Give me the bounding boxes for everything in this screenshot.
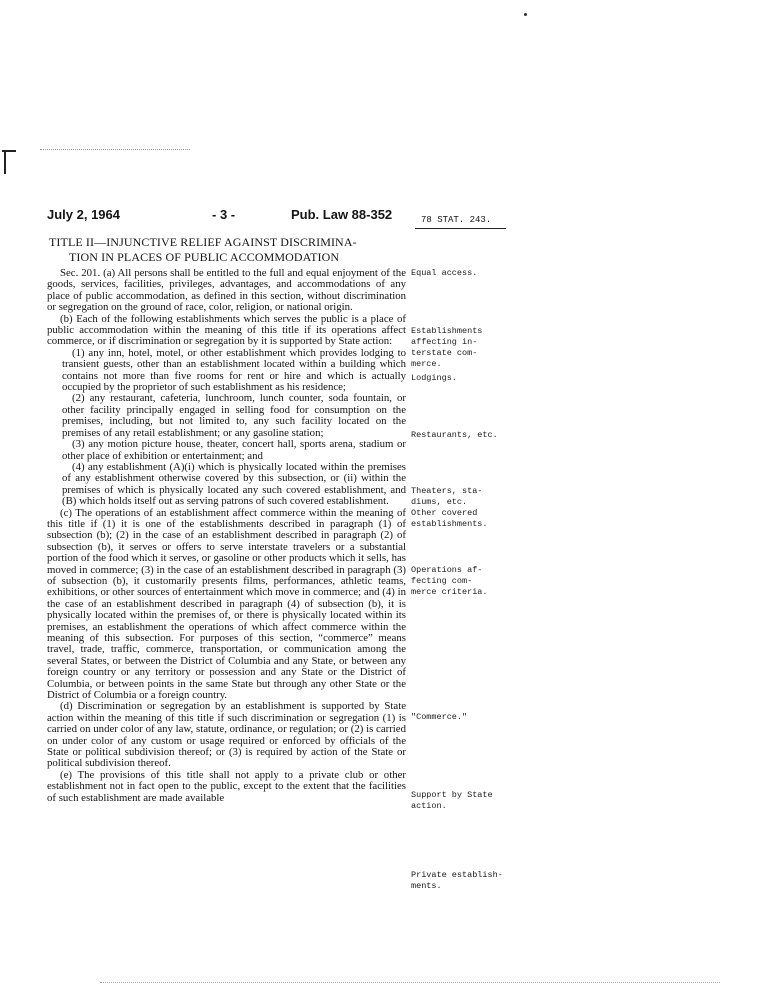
margin-note-other-covered: Other covered establishments. [411, 508, 488, 529]
header-rule [415, 228, 506, 229]
scan-speck [524, 13, 527, 16]
title-heading [49, 235, 469, 265]
header-page-number: - 3 - [212, 207, 236, 222]
margin-note-commerce: "Commerce." [411, 712, 468, 722]
scan-dotted-line-top [40, 149, 190, 150]
section-201-b-3: (3) any motion picture house, theater, concert hall, sports arena, stadium or other place of exhibition or entertainment; and [62, 438, 406, 462]
margin-note-lodgings: Lodgings. [411, 373, 457, 383]
section-201-c: (c) The operations of an establishment affect commerce within the meaning of this title if (1) it is one of the establishments described in paragraph (1) of subsection (b); (2) in the case of an establishment described in paragraph (2) of subsection (b), it serves or offers to serve interstate travelers or a substantial portion of the food which it serves, or gasoline or other products which it sells, has moved in commerce; (3) in the case of an establishment described in paragraph (3) of subsection (b), it customarily presents films, performances, athletic teams, exhibitions, or other sources of entertainment which move in commerce; and (4) in the case of an establishment described in paragraph (4) of subsection (b), it is physically located within the premises of, or there is physically located within its premises, an establishment the operations of which affect commerce within the meaning of this subsection. For purposes of this section, “commerce” means travel, trade, traffic, commerce, transportation, or communication among the several States, or between the District of Columbia and any State, or between any foreign country or any territory or possession and any State or the District of Columbia, or between points in the same State but through any other State or the District of Columbia or a foreign country. [47, 506, 406, 702]
header-public-law: Pub. Law 88-352 [291, 207, 393, 222]
margin-note-restaurants: Restaurants, etc. [411, 430, 498, 440]
section-201-b-2: (2) any restaurant, cafeteria, lunchroom, lunch counter, soda fountain, or other facility principally engaged in selling food for consumption on the premises, including, but not limited to, any such facility located on the premises of any retail establishment; or any gasoline station; [62, 392, 406, 439]
margin-note-establishments: Establishments affecting in- terstate com- merce. [411, 326, 483, 369]
margin-note-operations: Operations af- fecting com- merce criteria. [411, 565, 488, 597]
scan-dotted-line-bottom [100, 982, 720, 983]
margin-note-theaters: Theaters, sta- diums, etc. [411, 486, 483, 507]
margin-note-equal-access: Equal access. [411, 268, 478, 278]
title-line-2: TION IN PLACES OF PUBLIC ACCOMMODATION [69, 250, 340, 264]
section-201-b-4: (4) any establishment (A)(i) which is physically located within the premises of any establishment otherwise covered by this subsection, or (ii) within the premises of which is physically located any such covered establishment, and (B) which holds itself out as serving patrons of such covered establishment. [62, 460, 406, 508]
section-201-b: (b) Each of the following establishments which serves the public is a place of public accommodation within the meaning of this title if its operations affect commerce, or if discrimination or segregation by it is supported by State action: [47, 312, 406, 348]
section-201-a: Sec. 201. (a) All persons shall be entitled to the full and equal enjoyment of the goods, services, facilities, privileges, advantages, and accommodations of any place of public accommodation, as defined in this section, without discrimination or segregation on the ground of race, color, religion, or national origin. [47, 267, 406, 314]
header-date: July 2, 1964 [47, 207, 120, 222]
margin-note-private: Private establish- ments. [411, 870, 503, 891]
section-201-b-1: (1) any inn, hotel, motel, or other establishment which provides lodging to transient guests, other than an establishment located within a building which contains not more than five rooms for rent or hire and which is actually occupied by the proprietor of such establishment as his residence; [62, 346, 406, 394]
scan-corner-mark [2, 150, 16, 174]
title-line-1: TITLE II—INJUNCTIVE RELIEF AGAINST DISCRIMINA- [49, 235, 357, 249]
header-statute-reference: 78 STAT. 243. [421, 215, 492, 225]
section-201-d: (d) Discrimination or segregation by an establishment is supported by State action within the meaning of this title if such discrimination or segregation (1) is carried on under color of any law, statute, ordinance, or regulation; or (2) is carried on under color of any custom or usage required or enforced by officials of the State or political subdivision thereof; or (3) is required by action of the State or political subdivision thereof. [47, 700, 406, 770]
body-text [47, 268, 406, 804]
section-201-e: (e) The provisions of this title shall not apply to a private club or other establishment not in fact open to the public, except to the extent that the facilities of such establishment are made available [47, 768, 406, 804]
margin-note-state-action: Support by State action. [411, 790, 493, 811]
